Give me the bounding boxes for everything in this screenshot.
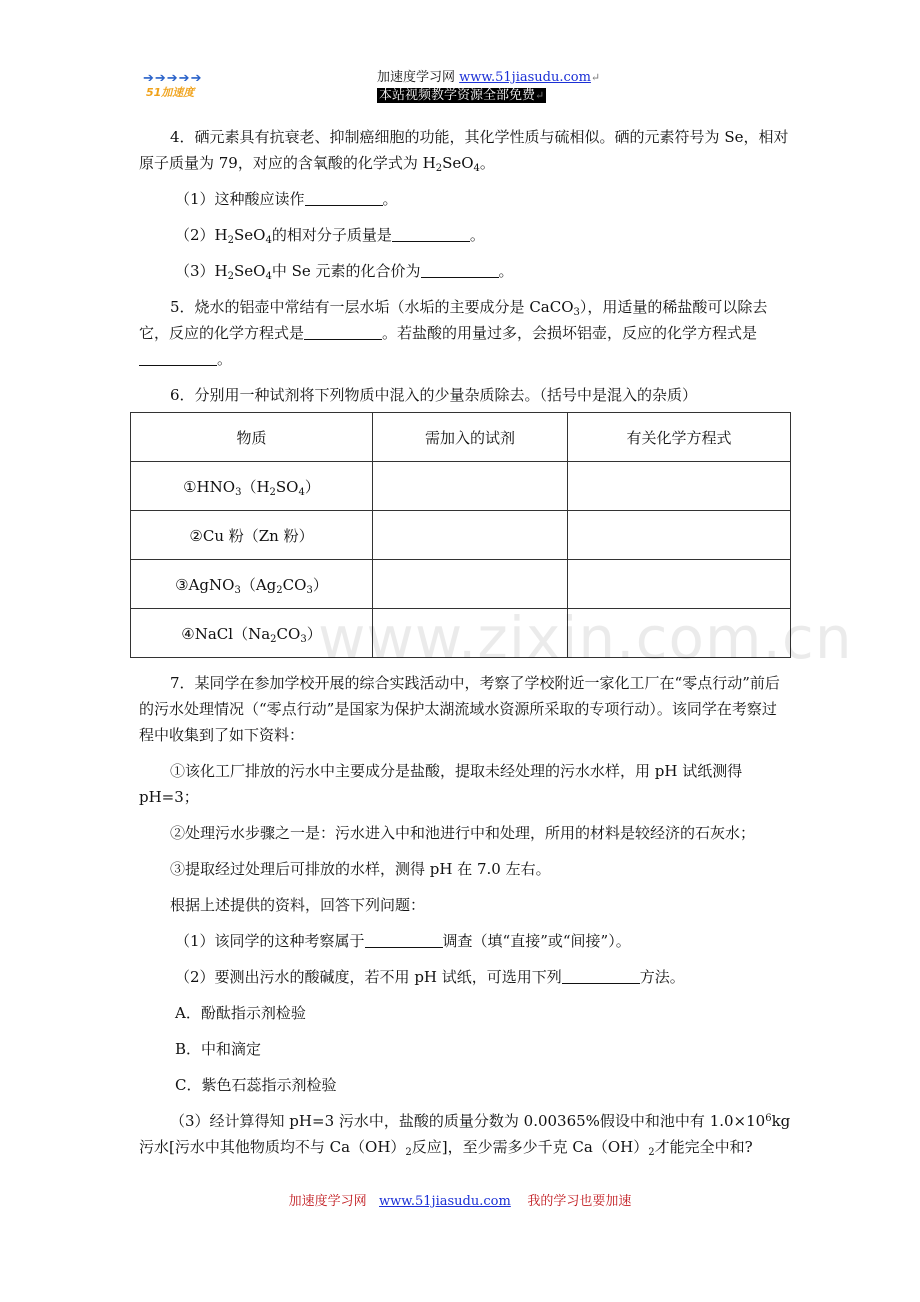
q7-sub2: （2）要测出污水的酸碱度，若不用 pH 试纸，可选用下列 方法。 xyxy=(175,968,685,986)
header-notice xyxy=(377,88,546,103)
footer-site-link[interactable]: www.51jiasudu.com xyxy=(379,1194,511,1209)
table-header-cell: 需加入的试剂 xyxy=(373,413,568,462)
answer-blank[interactable] xyxy=(562,969,640,984)
q7-option-b: B．中和滴定 xyxy=(175,1040,262,1058)
table-cell-reagent[interactable] xyxy=(373,462,568,511)
return-mark-icon: ↵ xyxy=(590,71,601,84)
table-cell-equation[interactable] xyxy=(568,511,791,560)
page-header xyxy=(0,0,920,110)
table-row xyxy=(131,560,791,609)
answer-blank[interactable] xyxy=(139,351,217,366)
q4-sub1: （1）这种酸应读作 。 xyxy=(175,190,398,208)
header-site-link[interactable]: www.51jiasudu.com xyxy=(459,70,591,85)
table-cell-substance: ②Cu 粉（Zn 粉） xyxy=(131,511,373,560)
questions-part-2 xyxy=(139,670,791,1170)
table-header-row xyxy=(131,413,791,462)
header-site-line xyxy=(377,70,600,86)
q7-item3: ③提取经过处理后可排放的水样，测得 pH 在 7.0 左右。 xyxy=(170,860,551,878)
q7-option-a: A．酚酞指示剂检验 xyxy=(175,1004,306,1022)
q7-item2: ②处理污水步骤之一是：污水进入中和池进行中和处理，所用的材料是较经济的石灰水； xyxy=(170,824,756,842)
header-site-name: 加速度学习网 xyxy=(377,70,456,85)
answer-blank[interactable] xyxy=(304,325,382,340)
table-cell-reagent[interactable] xyxy=(373,560,568,609)
table-header-cell: 有关化学方程式 xyxy=(568,413,791,462)
q7-sub1: （1）该同学的这种考察属于 调查（填“直接”或“间接”）。 xyxy=(175,932,631,950)
questions-part-1 xyxy=(139,124,791,418)
q4-stem: 4．硒元素具有抗衰老、抑制癌细胞的功能，其化学性质与硫相似。硒的元素符号为 Se，相对原子质量为 79，对应的含氧酸的化学式为 $H_2SeO_4$。 xyxy=(139,128,789,174)
table-cell-reagent[interactable] xyxy=(373,511,568,560)
answer-blank[interactable] xyxy=(305,191,383,206)
table-header-cell: 物质 xyxy=(131,413,373,462)
q7-item1: ①该化工厂排放的污水中主要成分是盐酸，提取未经处理的污水水样，用 pH 试纸测得 pH=3； xyxy=(139,762,743,806)
table-cell-substance: $③AgNO_3(Ag_2CO_3)$ xyxy=(131,560,373,609)
table-row xyxy=(131,462,791,511)
answer-blank[interactable] xyxy=(421,263,499,278)
page-footer xyxy=(0,1190,920,1209)
table-cell-equation[interactable] xyxy=(568,560,791,609)
table-row xyxy=(131,511,791,560)
table-cell-substance: $④NaCl(Na_2CO_3)$ xyxy=(131,609,373,658)
q5-stem: 5．烧水的铝壶中常结有一层水垢（水垢的主要成分是 CaCO$_3$），用适量的稀盐酸可以除去它，反应的化学方程式是 。若盐酸的用量过多，会损坏铝壶，反应的化学方程式是。 xyxy=(139,298,768,368)
logo-text: 51加速度 xyxy=(146,86,195,99)
q7-option-c: C．紫色石蕊指示剂检验 xyxy=(175,1076,337,1094)
q7-stem: 7．某同学在参加学校开展的综合实践活动中，考察了学校附近一家化工厂在“零点行动”前后的污水处理情况（“零点行动”是国家为保护太湖流域水资源所采取的专项行动）。该同学在考察过程中收集到了如下资料： xyxy=(139,674,780,744)
table-cell-substance: $①HNO_3(H_2SO_4)$ xyxy=(131,462,373,511)
footer-site-name: 加速度学习网 xyxy=(288,1194,367,1209)
site-logo[interactable] xyxy=(143,72,213,102)
q4-sub3: $(3)H_2SeO_4$中 Se 元素的化合价为 。 xyxy=(175,262,514,282)
return-mark-icon: ↵ xyxy=(535,89,545,102)
logo-arrows-icon: ➔➔➔➔➔ xyxy=(143,71,203,86)
q7-lead: 根据上述提供的资料，回答下列问题： xyxy=(170,896,426,914)
header-notice-text: 本站视频教学资源全部免费 xyxy=(379,88,536,103)
q7-sub3: （3）经计算得知 pH=3 污水中，盐酸的质量分数为 0.00365%假设中和池中有 $1.0\times 10^6kg$ 污水[污水中其他物质均不与 $Ca(OH)_2$反应]，至少需多少千克 $Ca(OH)_2$才能完全中和? xyxy=(139,1112,791,1158)
footer-slogan: 我的学习也要加速 xyxy=(527,1194,632,1209)
watermark: www.zixin.com.cn xyxy=(318,604,853,672)
table-cell-equation[interactable] xyxy=(568,462,791,511)
q4-sub2: $(2)H_2SeO_4$的相对分子质量是 。 xyxy=(175,226,485,246)
q6-stem: 6．分别用一种试剂将下列物质中混入的少量杂质除去。（括号中是混入的杂质） xyxy=(170,386,698,404)
answer-blank[interactable] xyxy=(365,933,443,948)
answer-blank[interactable] xyxy=(392,227,470,242)
